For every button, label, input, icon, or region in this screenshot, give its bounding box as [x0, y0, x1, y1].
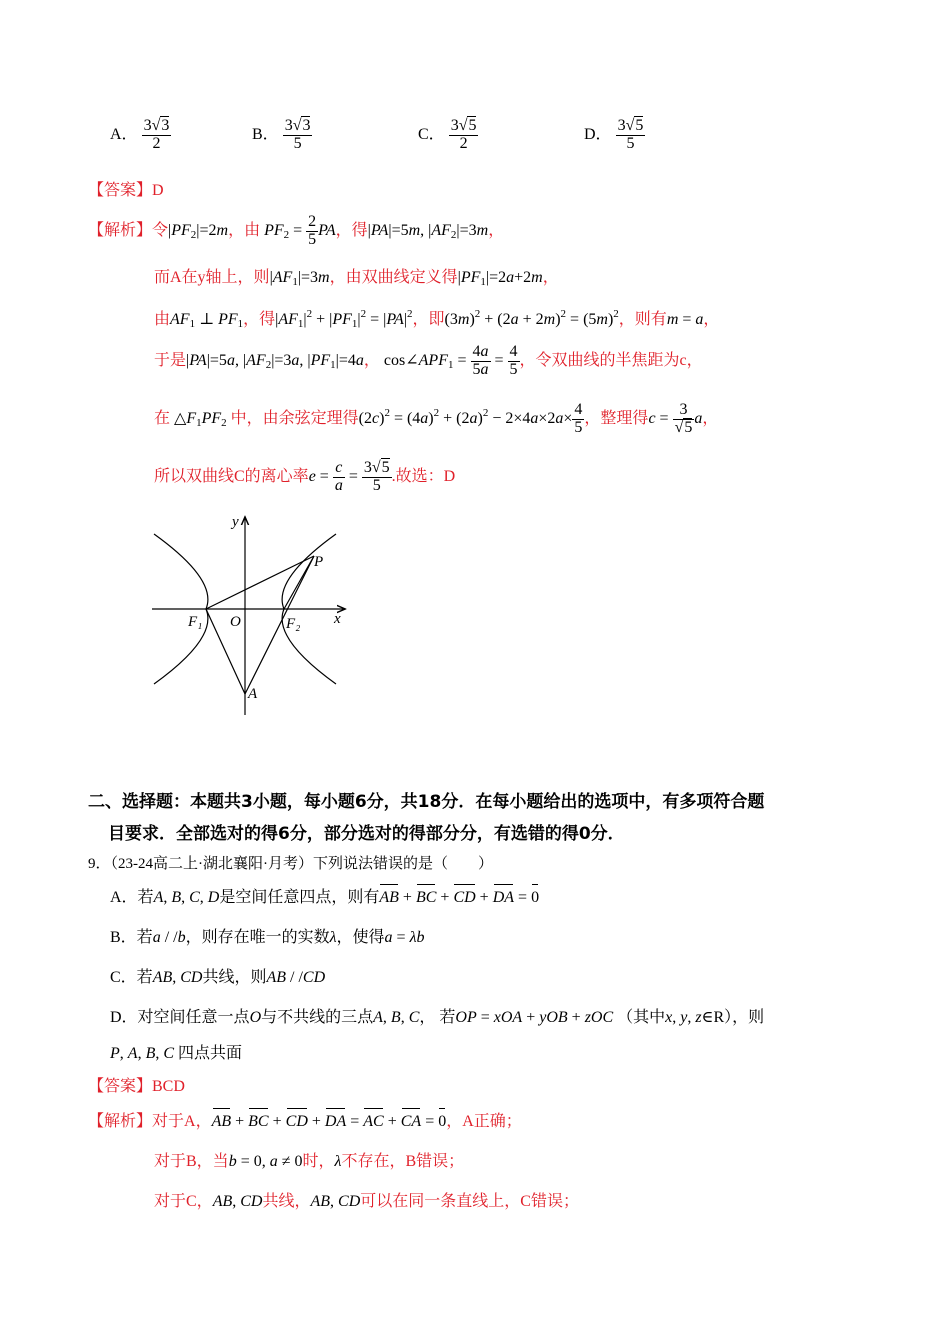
analysis-line-1: 【解析】令$|PF_2|=2m$，由 $PF_2$ = $\frac{2}{5}$ PA，得|PA|=5m, $|AF_2|=3m$，: [88, 213, 505, 248]
option-d: D． $\frac{3√5}{5}$: [584, 117, 644, 152]
label-o: O: [230, 614, 241, 630]
label-f1: F₁: [188, 614, 203, 630]
option-b: B． $\frac{3√3}{5}$: [252, 117, 311, 152]
section-heading-line-1: 二、选择题：本题共3小题，每小题6分，共18分．在每小题给出的选项中，有多项符合题: [88, 792, 765, 812]
option-label: A．: [110, 125, 138, 143]
label-a: A: [248, 686, 258, 702]
analysis-line-4: 于是|PA|=5a, $|AF_2|=3a$, $|PF_1|=4a$， $\cos\angle APF_1$ = $\frac{4a}{5a}$ = $\frac{4}{5}$ ，令双曲线的半焦距为c，: [154, 343, 703, 378]
label-p: P: [314, 554, 324, 570]
q9-analysis-2: 对于B，当b = 0, a ≠ 0时，λ不存在，B错误；: [154, 1153, 465, 1170]
q9-option-c: C．若AB, CD共线，则AB / /CD: [110, 969, 326, 986]
option-label: D．: [584, 125, 612, 143]
option-a: A． $\frac{3√3}{2}$: [110, 117, 170, 152]
label-f2: F₂: [286, 616, 301, 632]
analysis-line-5: 在 $\triangle F_1PF_2$ 中，由余弦定理得$(2c)^2 = (4a)^2 + (2a)^2 - 2\times 4a\times 2a\times$ $\frac{4}{5}$ ，整理得c = $\frac{3}{√5}$ a，: [154, 401, 719, 436]
analysis-line-3: 由$AF_1$ ⊥ $PF_1$，得$|AF_1|^2 + |PF_1|^2 = |PA|^2$，即$(3m)^2 + (2a + 2m)^2 = (5m)^2$，则有m = a，: [154, 308, 720, 330]
label-x: x: [334, 611, 341, 627]
section-heading-line-2: 目要求．全部选对的得6分，部分选对的得部分分，有选错的得0分．: [108, 824, 625, 844]
answer-tag: 【答案】D: [88, 182, 164, 199]
analysis-line-6: 所以双曲线C的离心率e = $\frac{c}{a}$ = $\frac{3√5}{5}$ .故选：D: [154, 459, 456, 494]
q9-stem: 9．（23-24高二上·湖北襄阳·月考）下列说法错误的是（ ）: [88, 856, 493, 872]
analysis-line-2: 而A在y轴上，则$|AF_1|=3m$，由双曲线定义得$|PF_1|=2a+2m$，: [154, 269, 559, 288]
q9-option-a: A．若A, B, C, D是空间任意四点，则有AB + BC + CD + DA = 0: [110, 889, 540, 906]
option-c: C． $\frac{3√5}{2}$: [418, 117, 477, 152]
q9-option-b: B．若a / /b，则存在唯一的实数λ，使得a = λb: [110, 929, 425, 946]
option-label: B．: [252, 125, 279, 143]
label-y: y: [232, 514, 239, 530]
line-f1-p: [206, 556, 314, 609]
q9-answer-tag: 【答案】BCD: [88, 1078, 185, 1095]
q9-analysis-3: 对于C，AB, CD共线，AB, CD可以在同一条直线上，C错误；: [154, 1193, 579, 1210]
q9-option-d-line2: P, A, B, C 四点共面: [110, 1045, 243, 1062]
option-label: C．: [418, 125, 445, 143]
hyperbola-figure: [148, 510, 358, 720]
q9-option-d-line1: D．对空间任意一点O与不共线的三点A, B, C， 若OP = xOA + yOB + zOC （其中x, y, z∈R），则: [110, 1009, 765, 1026]
q9-analysis-1: 【解析】对于A，AB + BC + CD + DA = AC + CA = 0，A正确；: [88, 1113, 522, 1130]
line-a-p: [245, 556, 314, 694]
